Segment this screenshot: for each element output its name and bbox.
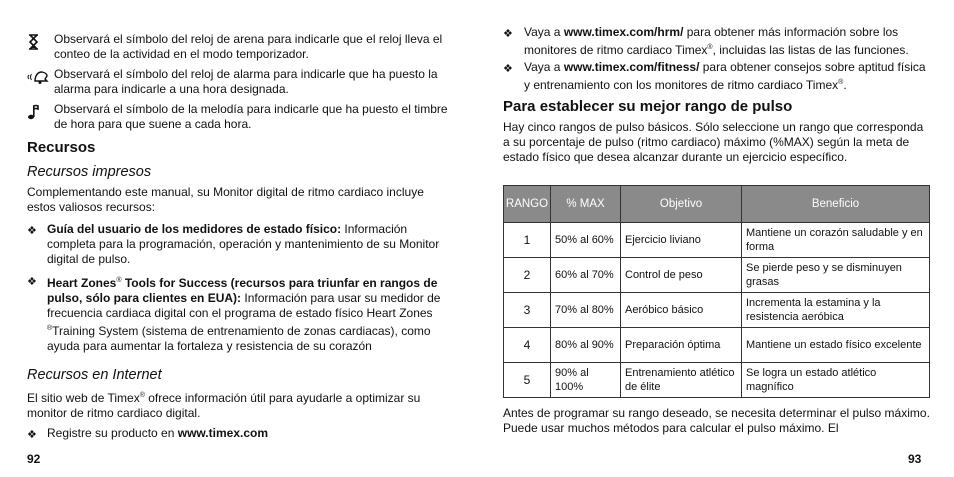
closing-text: Antes de programar su rango deseado, se necesita determinar el pulso máximo. Puede usar muchos métodos para calcular el pulso máximo. El xyxy=(503,406,930,435)
reg-mark: ® xyxy=(838,79,844,86)
hourglass-icon xyxy=(27,34,49,50)
cell-rango: 2 xyxy=(504,258,551,293)
reg-mark: ® xyxy=(707,44,713,51)
fitness-item xyxy=(524,60,930,93)
reg-mark: ® xyxy=(116,277,122,284)
internet-text-b: ofrece información útil para ayudarle a optimizar su monitor de ritmo cardiaco digital. xyxy=(27,391,421,420)
cell-beneficio: Se logra un estado atlético magnífico xyxy=(742,363,930,398)
registro-text: Registre su producto en xyxy=(47,426,178,440)
col-beneficio: Beneficio xyxy=(742,186,930,223)
cell-beneficio: Incrementa la estamina y la resistencia aeróbica xyxy=(742,293,930,328)
page-number-right: 93 xyxy=(908,452,922,466)
heart-zones-title-a: Heart Zones xyxy=(47,276,117,290)
impresos-intro: Complementando este manual, su Monitor digital de ritmo cardiaco incluye estos valiosos recursos: xyxy=(27,185,424,214)
cell-rango: 5 xyxy=(504,363,551,398)
timex-link[interactable]: www.timex.com xyxy=(177,426,268,440)
alarm-icon xyxy=(27,69,49,85)
table-row xyxy=(504,258,930,293)
col-max: % MAX xyxy=(551,186,621,223)
fitness-end: . xyxy=(843,78,847,92)
bullet-icon: ❖ xyxy=(27,276,37,288)
table-row xyxy=(504,363,930,398)
rango-heading: Para establecer su mejor rango de pulso xyxy=(503,98,793,115)
hrm-link[interactable]: www.timex.com/hrm/ xyxy=(563,25,684,39)
hrm-end: , incluidas las listas de las funciones. xyxy=(712,43,909,57)
reg-mark: ® xyxy=(47,325,53,332)
table-row xyxy=(504,328,930,363)
cell-objetivo: Preparación óptima xyxy=(621,328,742,363)
registro-item xyxy=(47,426,452,441)
heart-zones-text-b: Training System (sistema de entrenamiento de zonas cardiacas), como ayuda para aumentar la fortaleza y resistencia de su corazón xyxy=(47,324,431,353)
fitness-post: para obtener consejos sobre aptitud física y entrenamiento con los monitores de ritmo cardiaco Timex xyxy=(524,60,926,92)
heart-zones-text-a: Información para usar su medidor de frecuencia cardiaca digital con el programa de estado físico Heart Zones xyxy=(47,291,441,320)
guia-usuario-text: Información completa para la programación, operación y mantenimiento de su Monitor digital de pulso. xyxy=(47,222,440,266)
cell-max: 50% al 60% xyxy=(551,223,621,258)
guia-usuario-item xyxy=(47,222,452,267)
rango-intro: Hay cinco rangos de pulso básicos. Sólo seleccione un rango que corresponda a su porcentaje de pulso (ritmo cardiaco) máximo (%MAX) según la meta de estado físico que desea alcanzar durante un ejercicio específico. xyxy=(503,120,924,164)
cell-rango: 3 xyxy=(504,293,551,328)
cell-objetivo: Control de peso xyxy=(621,258,742,293)
bullet-icon: ❖ xyxy=(27,225,37,237)
cell-objetivo: Entrenamiento atlético de élite xyxy=(621,363,742,398)
impresos-heading: Recursos impresos xyxy=(27,164,152,180)
table-header-row xyxy=(504,186,930,223)
internet-text-a: El sitio web de Timex xyxy=(27,391,140,405)
bullet-icon: ❖ xyxy=(503,63,513,75)
internet-heading: Recursos en Internet xyxy=(27,367,162,383)
cell-max: 90% al 100% xyxy=(551,363,621,398)
pulse-range-table xyxy=(503,185,930,398)
hourglass-text: Observará el símbolo del reloj de arena para indicarle que el reloj lleva el conteo de la actividad en el modo temporizador. xyxy=(54,32,443,61)
fitness-pre: Vaya a xyxy=(524,60,564,74)
bullet-icon: ❖ xyxy=(27,429,37,441)
cell-max: 70% al 80% xyxy=(551,293,621,328)
cell-max: 60% al 70% xyxy=(551,258,621,293)
alarm-text: Observará el símbolo del reloj de alarma para indicarle que ha puesto la alarma para indicarle a una hora designada. xyxy=(54,67,438,96)
guia-usuario-title: Guía del usuario de los medidores de estado físico: xyxy=(47,222,342,236)
col-objetivo: Objetivo xyxy=(621,186,742,223)
bullet-icon: ❖ xyxy=(503,28,513,40)
cell-rango: 4 xyxy=(504,328,551,363)
table-row xyxy=(504,293,930,328)
hrm-item xyxy=(524,25,930,58)
heart-zones-item xyxy=(47,273,452,354)
recursos-heading: Recursos xyxy=(27,139,96,156)
page-number-left: 92 xyxy=(27,452,41,466)
table-row xyxy=(504,223,930,258)
hrm-post: para obtener más información sobre los monitores de ritmo cardiaco Timex xyxy=(524,25,899,57)
melody-text: Observará el símbolo de la melodía para indicarle que ha puesto el timbre de hora para que suene a cada hora. xyxy=(54,102,448,131)
internet-text xyxy=(27,388,452,421)
fitness-link[interactable]: www.timex.com/fitness/ xyxy=(563,60,700,74)
cell-beneficio: Se pierde peso y se disminuyen grasas xyxy=(742,258,930,293)
cell-beneficio: Mantiene un estado físico excelente xyxy=(742,328,930,363)
heart-zones-title-b: Tools for Success (recursos para triunfar en rangos de pulso, sólo para clientes en EUA): xyxy=(47,276,438,305)
cell-max: 80% al 90% xyxy=(551,328,621,363)
music-note-icon xyxy=(27,104,49,120)
cell-objetivo: Aeróbico básico xyxy=(621,293,742,328)
cell-rango: 1 xyxy=(504,223,551,258)
col-rango: RANGO xyxy=(504,186,551,223)
cell-objetivo: Ejercicio liviano xyxy=(621,223,742,258)
hrm-pre: Vaya a xyxy=(524,25,564,39)
cell-beneficio: Mantiene un corazón saludable y en forma xyxy=(742,223,930,258)
reg-mark: ® xyxy=(139,392,145,399)
